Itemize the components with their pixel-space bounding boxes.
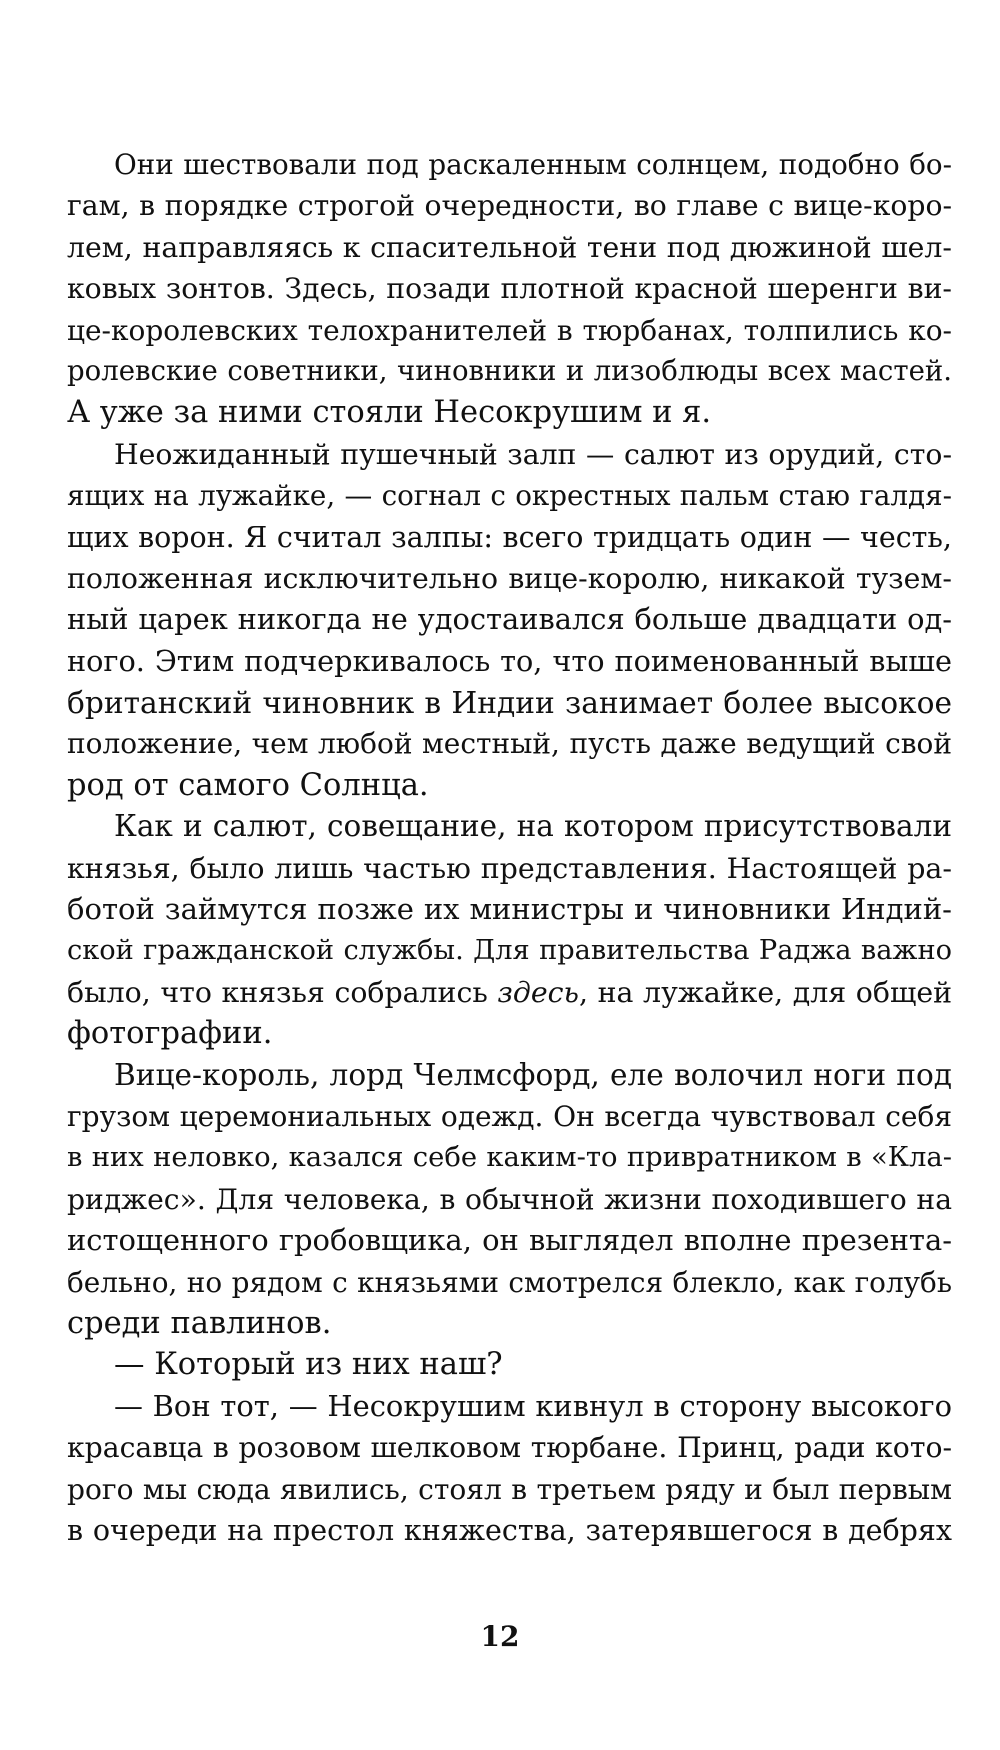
text-line: ящих на лужайке, — согнал с окрестных пальм стаю галдя-	[67, 479, 952, 513]
text-line: ный царек никогда не удостаивался больше двадцати од-	[67, 602, 952, 637]
text-line: среди павлинов.	[67, 1305, 332, 1341]
text-line: ролевские советники, чиновники и лизоблюды всех мастей.	[67, 354, 952, 387]
text-line-mixed	[67, 972, 952, 1013]
text-line: в очереди на престол княжества, затерявшегося в дебрях	[67, 1513, 952, 1547]
text-line: фотографии.	[67, 1016, 273, 1052]
text-line: Неожиданный пушечный залп — салют из орудий, сто-	[114, 437, 952, 471]
text-line: Как и салют, совещание, на котором присутствовали	[114, 809, 952, 844]
text-run: , на лужайке, для общей	[578, 975, 952, 1009]
emphasis-word: здесь	[497, 975, 579, 1009]
text-line: положение, чем любой местный, пусть даже ведущий свой	[67, 727, 952, 761]
text-line: в них неловко, казался себе каким-то привратником в «Кла-	[67, 1142, 952, 1174]
text-line: истощенного гробовщика, он выглядел вполне презента-	[67, 1223, 952, 1258]
text-line: Они шествовали под раскаленным солнцем, подобно бо-	[114, 148, 952, 181]
text-line: князья, было лишь частью представления. Настоящей ра-	[67, 851, 952, 885]
text-line: Вице-король, лорд Челмсфорд, еле волочил ноги под	[114, 1057, 952, 1092]
text-line: гам, в порядке строгой очередности, во главе с вице-коро-	[67, 189, 952, 223]
text-line: грузом церемониальных одежд. Он всегда чувствовал себя	[67, 1099, 952, 1133]
text-line: род от самого Солнца.	[67, 767, 429, 803]
page-number: 12	[480, 1620, 520, 1653]
text-line: ской гражданской службы. Для правительства Раджа важно	[67, 935, 952, 967]
text-line: риджес». Для человека, в обычной жизни походившего на	[67, 1182, 952, 1216]
text-line: лем, направляясь к спасительной тени под дюжиной шел-	[67, 230, 952, 264]
text-line: красавца в розовом шелковом тюрбане. Принц, ради кото-	[67, 1431, 952, 1465]
text-line: бельно, но рядом с князьями смотрелся блекло, как голубь	[67, 1265, 952, 1299]
text-line: це-королевских телохранителей в тюрбанах, толпились ко-	[67, 313, 952, 347]
text-line: А уже за ними стояли Несокрушим и я.	[67, 395, 712, 431]
dialogue-line: — Который из них наш?	[114, 1347, 503, 1383]
text-line: ковых зонтов. Здесь, позади плотной красной шеренги ви-	[67, 272, 952, 306]
body-text	[67, 144, 952, 1551]
text-line: британский чиновник в Индии занимает более высокое	[67, 685, 952, 721]
dialogue-line: — Вон тот, — Несокрушим кивнул в сторону высокого	[114, 1388, 952, 1423]
text-line: ботой займутся позже их министры и чиновники Индий-	[67, 892, 952, 927]
text-line: щих ворон. Я считал залпы: всего тридцать один — честь,	[67, 520, 952, 554]
text-line: положенная исключительно вице-королю, никакой тузем-	[67, 561, 952, 595]
text-line: рого мы сюда явились, стоял в третьем ряду и был первым	[67, 1472, 952, 1506]
text-line: ного. Этим подчеркивалось то, что поименованный выше	[67, 643, 952, 678]
text-run: было, что князья собрались	[67, 975, 498, 1009]
